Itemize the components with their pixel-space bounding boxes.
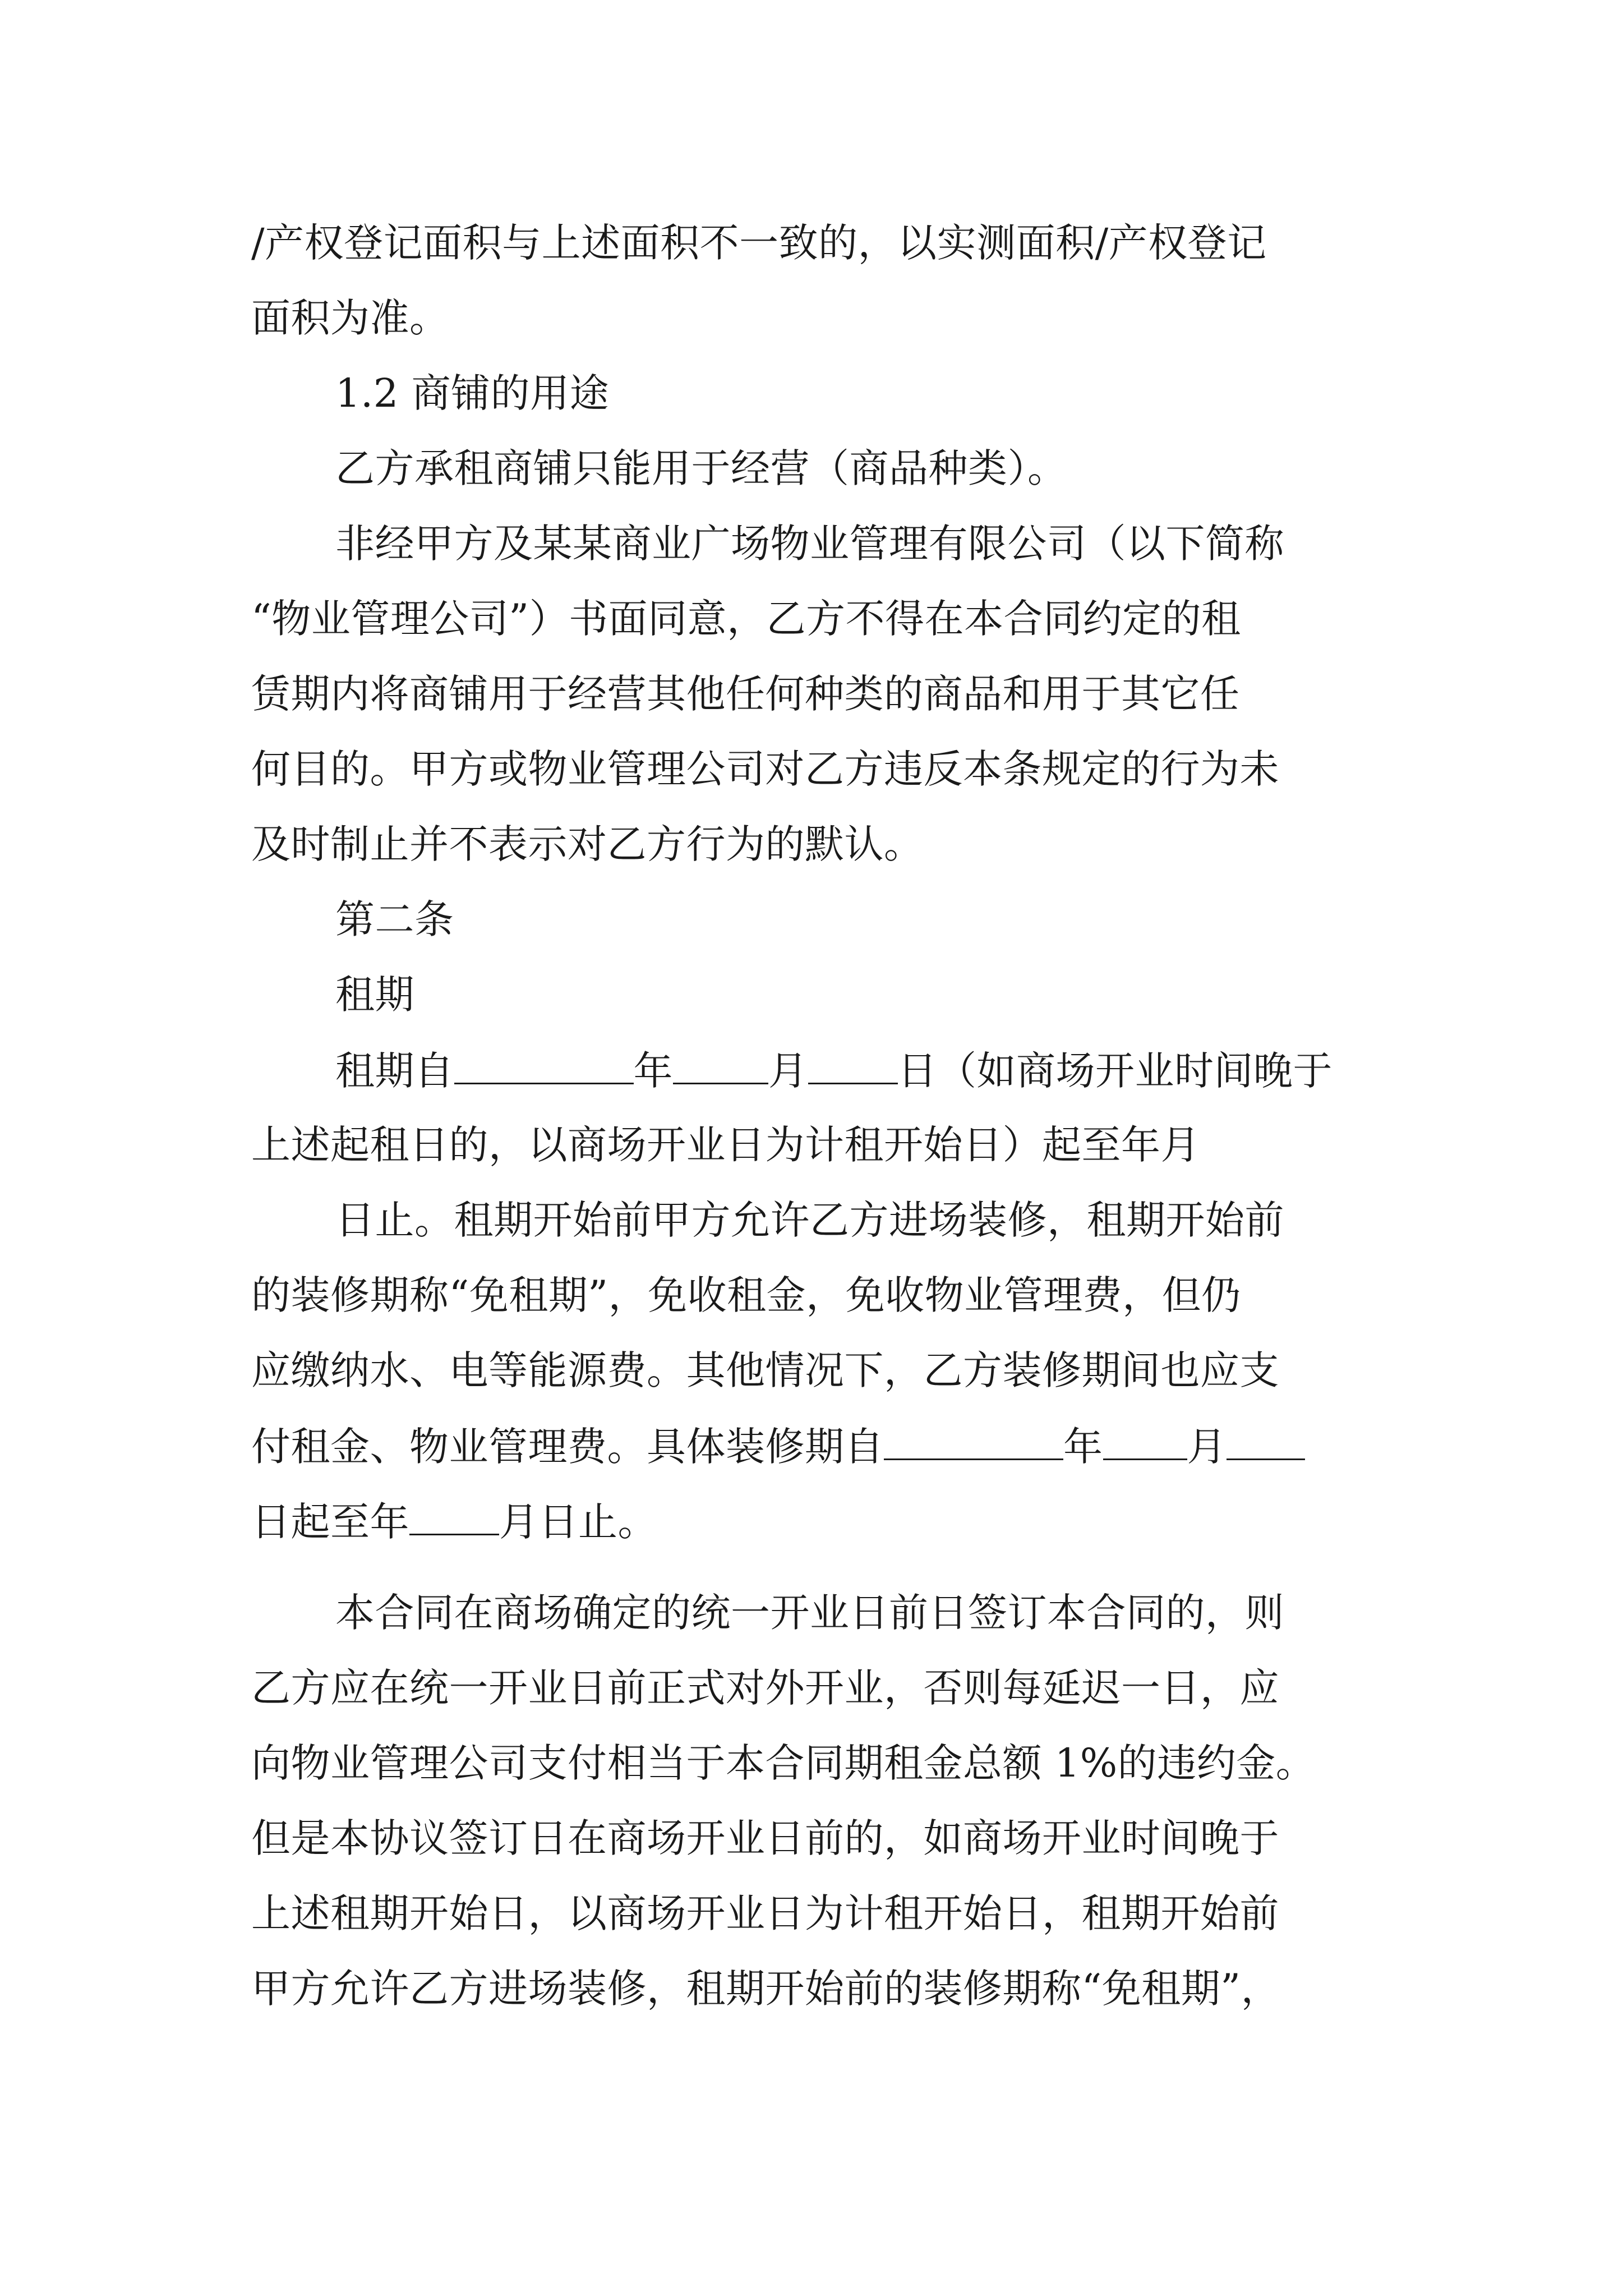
fill-blank[interactable] — [884, 1426, 1063, 1460]
text-fragment: 日（如商场开业时间晚于 — [897, 1048, 1332, 1094]
text-line: 何目的。甲方或物业管理公司对乙方违反本条规定的行为未 — [251, 746, 1279, 792]
section-heading: 1.2 商铺的用途 — [335, 370, 610, 416]
text-fragment: 年 — [1063, 1424, 1103, 1470]
fill-blank[interactable] — [808, 1050, 898, 1084]
renovation-end-line — [251, 1499, 657, 1545]
text-line: 本合同在商场确定的统一开业日前日签订本合同的，则 — [335, 1590, 1284, 1636]
article-title: 租期 — [335, 972, 414, 1018]
text-fragment: 月 — [768, 1048, 808, 1094]
text-fragment: 日起至年 — [251, 1499, 409, 1545]
fill-blank[interactable] — [409, 1501, 499, 1535]
article-heading: 第二条 — [335, 896, 454, 942]
text-line: 及时制止并不表示对乙方行为的默认。 — [251, 821, 924, 867]
text-line: 但是本协议签订日在商场开业日前的，如商场开业时间晚于 — [251, 1815, 1279, 1861]
fill-blank[interactable] — [1103, 1426, 1187, 1460]
text-line: 乙方应在统一开业日前正式对外开业，否则每延迟一日，应 — [251, 1665, 1279, 1711]
text-fragment: 付租金、物业管理费。具体装修期自 — [251, 1424, 884, 1470]
text-line: 应缴纳水、电等能源费。其他情况下，乙方装修期间也应支 — [251, 1347, 1279, 1393]
text-line: 面积为准。 — [251, 295, 449, 341]
fill-blank[interactable] — [673, 1050, 768, 1084]
text-line: 上述起租日的，以商场开业日为计租开始日）起至年月 — [251, 1122, 1200, 1168]
lease-term-line — [335, 1048, 1332, 1094]
text-fragment: 年 — [633, 1048, 673, 1094]
text-line: 日止。租期开始前甲方允许乙方进场装修，租期开始前 — [335, 1197, 1284, 1243]
text-line: 上述租期开始日，以商场开业日为计租开始日，租期开始前 — [251, 1890, 1279, 1936]
text-line: 赁期内将商铺用于经营其他任何种类的商品和用于其它任 — [251, 671, 1240, 717]
text-line: 非经甲方及某某商业广场物业管理有限公司（以下简称 — [335, 521, 1284, 567]
text-fragment: 月 — [1187, 1424, 1227, 1470]
text-line: “物业管理公司”）书面同意，乙方不得在本合同约定的租 — [251, 596, 1241, 642]
text-fragment: 月日止。 — [499, 1499, 657, 1545]
fill-blank[interactable] — [1227, 1426, 1305, 1460]
text-line: 甲方允许乙方进场装修，租期开始前的装修期称“免租期”， — [251, 1966, 1281, 2012]
text-line: 向物业管理公司支付相当于本合同期租金总额 1%的违约金。 — [251, 1740, 1316, 1786]
fill-blank[interactable] — [454, 1050, 634, 1084]
renovation-period-line — [251, 1424, 1305, 1470]
text-line: 乙方承租商铺只能用于经营（商品种类）。 — [335, 445, 1067, 491]
text-fragment: 租期自 — [335, 1048, 454, 1094]
text-line: /产权登记面积与上述面积不一致的，以实测面积/产权登记 — [251, 220, 1267, 266]
text-line: 的装修期称“免租期”，免收租金，免收物业管理费，但仍 — [251, 1272, 1241, 1318]
